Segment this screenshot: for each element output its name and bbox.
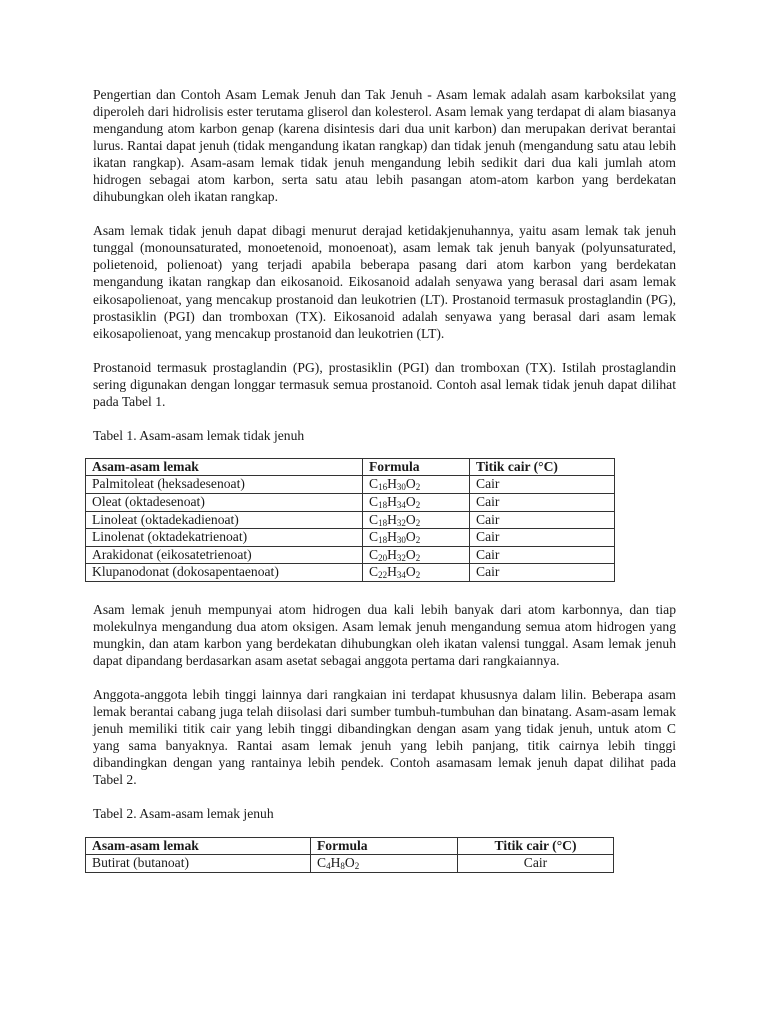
paragraph-members: Anggota-anggota lebih tinggi lainnya dari rangkaian ini terdapat khususnya dalam lilin. Beberapa asam lemak berantai cabang juga telah diisolasi dari sumber tumbuh-tumbuhan dan binatang. Asam-asam lemak jenuh memiliki titik cair yang lebih tinggi dibandingkan dengan asam yang tidak jenuh, untuk atom C yang sama banyaknya. Rantai asam lemak jenuh yang lebih panjang, titik cairnya lebih tinggi dibandingkan dengan yang rantainya lebih pendek. Contoh asamasam lemak jenuh dapat dilihat pada Tabel 2. [93, 687, 676, 788]
cell-formula [363, 511, 470, 529]
formula-element: C [369, 476, 379, 492]
cell-fatty-acid-name: Linolenat (oktadekatrienoat) [86, 529, 363, 547]
table-header-row [86, 458, 615, 476]
formula-element: H [387, 546, 397, 562]
cell-melting-point: Cair [470, 494, 615, 512]
cell-fatty-acid-name: Oleat (oktadesenoat) [86, 494, 363, 512]
table-row [86, 494, 615, 512]
formula-subscript: 2 [354, 861, 360, 872]
cell-melting-point: Cair [470, 511, 615, 529]
formula-element: H [387, 494, 397, 510]
table-row [86, 855, 614, 873]
formula-subscript: 4 [326, 861, 331, 872]
cell-melting-point: Cair [470, 546, 615, 564]
cell-formula [363, 529, 470, 547]
cell-melting-point: Cair [458, 855, 614, 873]
formula-subscript: 2 [415, 517, 421, 528]
formula-element: C [369, 529, 379, 545]
cell-fatty-acid-name: Arakidonat (eikosatetrienoat) [86, 546, 363, 564]
formula-element: O [405, 511, 416, 527]
paragraph-saturated: Asam lemak jenuh mempunyai atom hidrogen dua kali lebih banyak dari atom karbonnya, dan tiap molekulnya mengandung dua atom oksigen. Asam lemak jenuh mengandung semua atom hidrogen yang mungkin, dan atam karbon yang berdekatan dihubungkan oleh ikatan valensi tunggal. Asam lemak jenuh dapat dipandang berdasarkan asam asetat sebagai anggota pertama dari rangkaiannya. [93, 602, 676, 669]
cell-melting-point: Cair [470, 476, 615, 494]
header-melting-point: Titik cair (°C) [470, 458, 615, 476]
formula-subscript: 18 [378, 517, 388, 528]
formula-element: H [387, 476, 397, 492]
cell-formula [363, 494, 470, 512]
formula-subscript: 22 [378, 570, 388, 581]
formula-element: H [330, 855, 341, 871]
formula-subscript: 2 [415, 535, 421, 546]
formula-element: O [405, 546, 416, 562]
formula-subscript: 2 [415, 500, 421, 511]
paragraph-prostanoid: Prostanoid termasuk prostaglandin (PG), prostasiklin (PGI) dan tromboxan (TX). Istilah prostaglandin sering digunakan dengan longgar termasuk semua prostanoid. Contoh asal lemak tidak jenuh dapat dilihat pada Tabel 1. [93, 359, 676, 409]
formula-subscript: 30 [396, 535, 406, 546]
table2-caption: Tabel 2. Asam-asam lemak jenuh [93, 806, 274, 822]
formula-subscript: 32 [396, 552, 406, 563]
formula-subscript: 18 [378, 535, 388, 546]
table-row [86, 511, 615, 529]
formula-element: C [369, 546, 379, 562]
formula-subscript: 30 [396, 482, 406, 493]
formula-subscript: 16 [378, 482, 388, 493]
formula-element: C [369, 511, 379, 527]
formula-element: C [369, 564, 379, 580]
formula-element: O [405, 564, 416, 580]
table2-body [86, 855, 614, 873]
cell-fatty-acid-name: Butirat (butanoat) [86, 855, 311, 873]
cell-formula [363, 564, 470, 582]
formula-element: O [405, 476, 416, 492]
cell-melting-point: Cair [470, 564, 615, 582]
table-saturated-fatty-acids [85, 837, 614, 873]
formula-subscript: 32 [396, 517, 406, 528]
cell-fatty-acid-name: Palmitoleat (heksadesenoat) [86, 476, 363, 494]
formula-element: H [387, 564, 397, 580]
cell-formula [363, 546, 470, 564]
formula-element: C [317, 855, 327, 871]
formula-subscript: 8 [340, 861, 345, 872]
formula-subscript: 2 [415, 482, 421, 493]
formula-element: C [369, 494, 379, 510]
table-row [86, 546, 615, 564]
cell-formula [363, 476, 470, 494]
paragraph-unsaturated: Asam lemak tidak jenuh dapat dibagi menurut derajad ketidakjenuhannya, yaitu asam lemak tak jenuh tunggal (monounsaturated, monoetenoid, monoenoat), asam lemak tak jenuh banyak (polyunsaturated, polietenoid, polienoat) yang terjadi apabila beberapa pasang dari atom karbon yang berdekatan mengandung ikatan rangkap dan eikosanoid. Eikosanoid adalah senyawa yang berasal dari asam lemak eikosapolienoat, yang mencakup prostanoid dan leukotrien (LT). Prostanoid termasuk prostaglandin (PG), prostasiklin (PGI) dan tromboxan (TX). Eikosanoid adalah senyawa yang berasal dari asam lemak eikosapolienoat, yang mencakup prostanoid dan leukotrien (LT). [93, 223, 676, 341]
formula-subscript: 34 [396, 570, 406, 581]
formula-element: H [387, 511, 397, 527]
formula-element: O [344, 855, 355, 871]
cell-formula [311, 855, 458, 873]
cell-melting-point: Cair [470, 529, 615, 547]
header-fatty-acid: Asam-asam lemak [86, 837, 311, 855]
formula-element: O [405, 529, 416, 545]
header-melting-point: Titik cair (°C) [458, 837, 614, 855]
paragraph-intro: Pengertian dan Contoh Asam Lemak Jenuh dan Tak Jenuh - Asam lemak adalah asam karboksilat yang diperoleh dari hidrolisis ester terutama gliserol dan kolesterol. Asam lemak yang terdapat di alam biasanya mengandung atom karbon genap (karena disintesis dari dua unit karbon) dan merupakan derivat berantai lurus. Rantai dapat jenuh (tidak mengandung ikatan rangkap) dan tidak jenuh (mengandung satu atau lebih ikatan rangkap). Asam-asam lemak tidak jenuh mengandung lebih sedikit dari dua kali jumlah atom hidrogen sebagai atom karbon, serta satu atau lebih pasangan atom-atom karbon yang berdekatan dihubungkan oleh ikatan rangkap. [93, 87, 676, 205]
formula-subscript: 34 [396, 500, 406, 511]
formula-element: H [387, 529, 397, 545]
table1-body [86, 476, 615, 582]
table-header-row [86, 837, 614, 855]
formula-element: O [405, 494, 416, 510]
cell-fatty-acid-name: Klupanodonat (dokosapentaenoat) [86, 564, 363, 582]
document-page [93, 86, 676, 892]
formula-subscript: 18 [378, 500, 388, 511]
formula-subscript: 2 [415, 570, 421, 581]
table-unsaturated-fatty-acids [85, 458, 615, 582]
formula-subscript: 2 [415, 552, 421, 563]
cell-fatty-acid-name: Linoleat (oktadekadienoat) [86, 511, 363, 529]
table1-caption: Tabel 1. Asam-asam lemak tidak jenuh [93, 427, 305, 443]
header-formula: Formula [363, 458, 470, 476]
formula-subscript: 20 [378, 552, 388, 563]
table-row [86, 564, 615, 582]
table-row [86, 476, 615, 494]
header-formula: Formula [311, 837, 458, 855]
header-fatty-acid: Asam-asam lemak [86, 458, 363, 476]
table-row [86, 529, 615, 547]
